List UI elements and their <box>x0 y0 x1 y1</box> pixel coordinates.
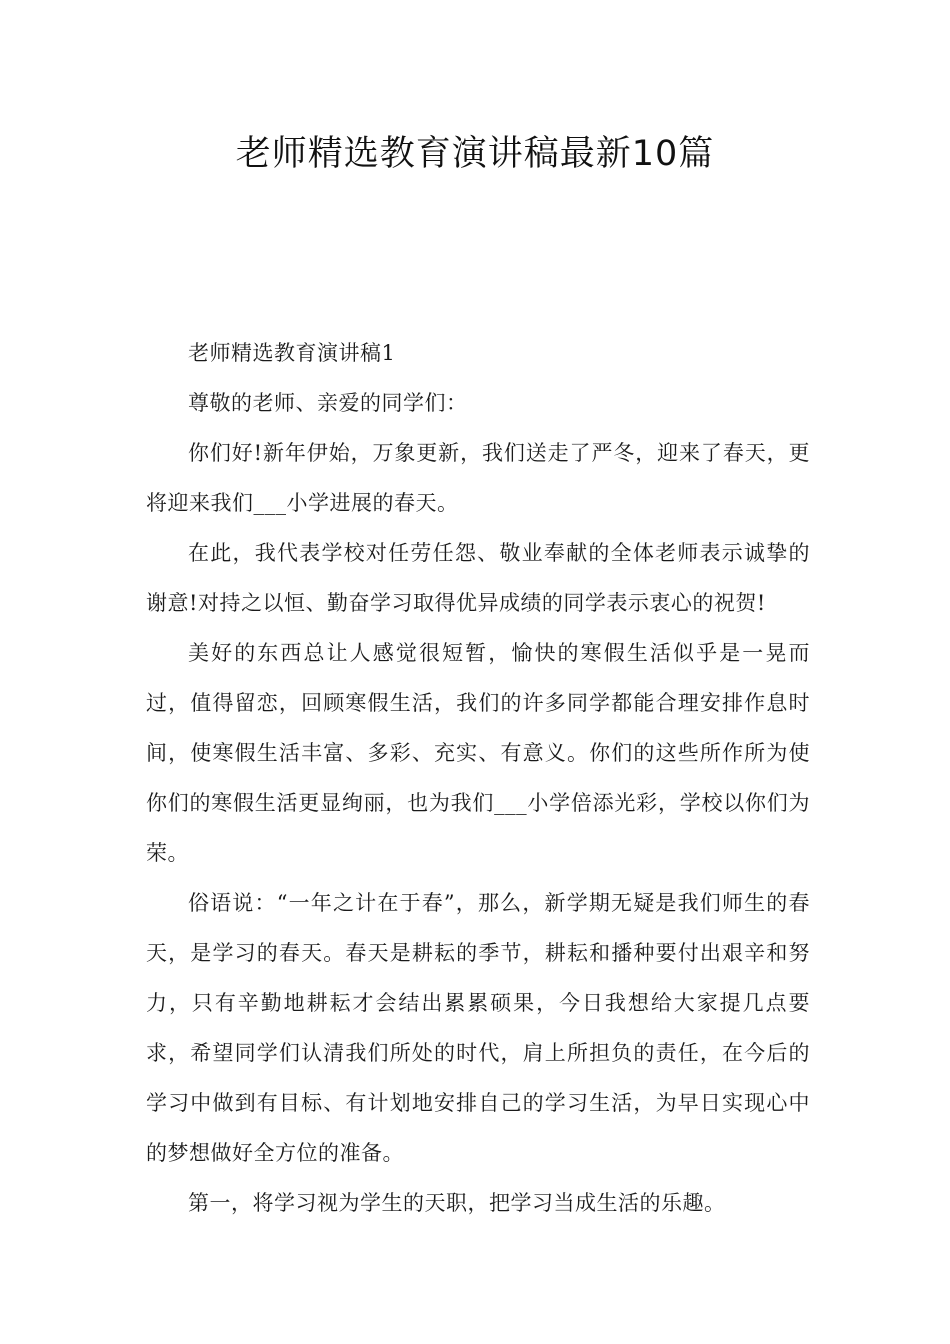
paragraph: 美好的东西总让人感觉很短暂，愉快的寒假生活似乎是一晃而过，值得留恋，回顾寒假生活，我们的许多同学都能合理安排作息时间，使寒假生活丰富、多彩、充实、有意义。你们的这些所作所为使你们的寒假生活更显绚丽，也为我们___小学倍添光彩，学校以你们为荣。 <box>146 641 810 865</box>
speech-heading: 老师精选教育演讲稿1 <box>188 341 396 365</box>
paragraph: 俗语说：“一年之计在于春”，那么，新学期无疑是我们师生的春天，是学习的春天。春天是耕耘的季节，耕耘和播种要付出艰辛和努力，只有辛勤地耕耘才会结出累累硕果，今日我想给大家提几点要求，希望同学们认清我们所处的时代，肩上所担负的责任，在今后的学习中做到有目标、有计划地安排自己的学习生活，为早日实现心中的梦想做好全方位的准备。 <box>146 891 810 1165</box>
salutation: 尊敬的老师、亲爱的同学们： <box>188 391 468 415</box>
document-title: 老师精选教育演讲稿最新10篇 <box>235 134 715 174</box>
paragraph: 第一，将学习视为学生的天职，把学习当成生活的乐趣。 <box>188 1191 726 1215</box>
document-body <box>146 328 810 1228</box>
paragraph: 你们好!新年伊始，万象更新，我们送走了严冬，迎来了春天，更将迎来我们___小学进展的春天。 <box>146 441 810 515</box>
paragraph: 在此，我代表学校对任劳任怨、敬业奉献的全体老师表示诚挚的谢意!对持之以恒、勤奋学习取得优异成绩的同学表示衷心的祝贺! <box>146 541 810 615</box>
